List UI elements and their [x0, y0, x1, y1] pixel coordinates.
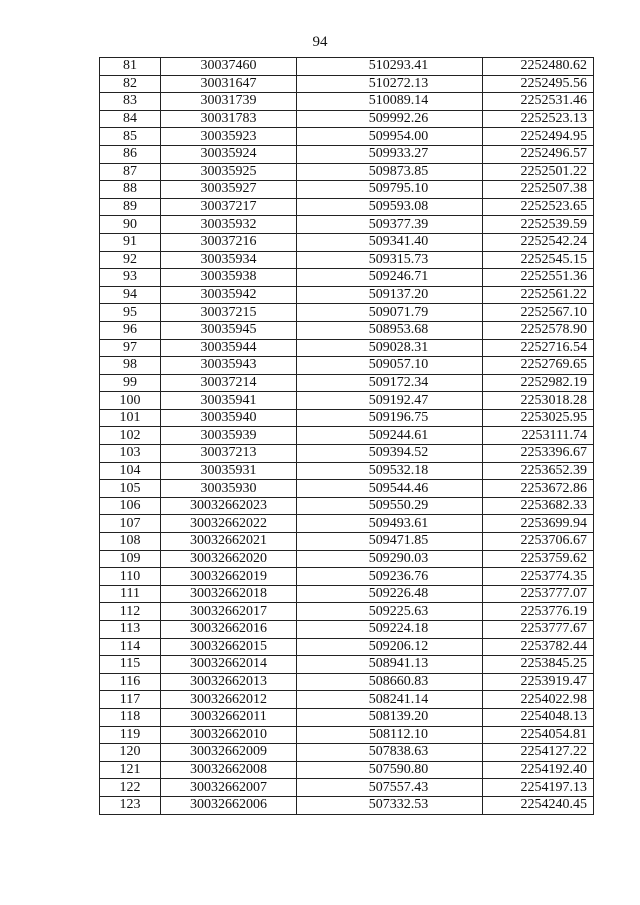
point-number-cell: 82 [100, 75, 161, 93]
point-id-cell: 30032662012 [161, 691, 297, 709]
y-coordinate-cell: 2254240.45 [483, 796, 594, 814]
y-coordinate-cell: 2253682.33 [483, 497, 594, 515]
point-number-cell: 83 [100, 93, 161, 111]
x-coordinate-cell: 509057.10 [297, 357, 483, 375]
table-row [100, 462, 594, 480]
table-row [100, 409, 594, 427]
point-number-cell: 96 [100, 321, 161, 339]
point-number-cell: 120 [100, 744, 161, 762]
x-coordinate-cell: 508112.10 [297, 726, 483, 744]
y-coordinate-cell: 2252545.15 [483, 251, 594, 269]
point-number-cell: 99 [100, 374, 161, 392]
x-coordinate-cell: 509224.18 [297, 621, 483, 639]
point-id-cell: 30032662006 [161, 796, 297, 814]
point-id-cell: 30031647 [161, 75, 297, 93]
table-row [100, 427, 594, 445]
point-id-cell: 30035940 [161, 409, 297, 427]
point-id-cell: 30032662019 [161, 568, 297, 586]
x-coordinate-cell: 509246.71 [297, 269, 483, 287]
y-coordinate-cell: 2253774.35 [483, 568, 594, 586]
point-number-cell: 94 [100, 286, 161, 304]
table-row [100, 497, 594, 515]
y-coordinate-cell: 2252578.90 [483, 321, 594, 339]
point-number-cell: 119 [100, 726, 161, 744]
table-row [100, 339, 594, 357]
point-number-cell: 118 [100, 708, 161, 726]
point-id-cell: 30032662018 [161, 585, 297, 603]
y-coordinate-cell: 2252496.57 [483, 145, 594, 163]
table-row [100, 708, 594, 726]
point-id-cell: 30032662016 [161, 621, 297, 639]
x-coordinate-cell: 509244.61 [297, 427, 483, 445]
point-number-cell: 81 [100, 58, 161, 76]
point-id-cell: 30032662011 [161, 708, 297, 726]
table-row [100, 761, 594, 779]
y-coordinate-cell: 2252501.22 [483, 163, 594, 181]
x-coordinate-cell: 509137.20 [297, 286, 483, 304]
x-coordinate-cell: 508660.83 [297, 673, 483, 691]
y-coordinate-cell: 2252480.62 [483, 58, 594, 76]
x-coordinate-cell: 507557.43 [297, 779, 483, 797]
point-id-cell: 30035932 [161, 216, 297, 234]
table-row [100, 621, 594, 639]
point-id-cell: 30035938 [161, 269, 297, 287]
y-coordinate-cell: 2254127.22 [483, 744, 594, 762]
point-id-cell: 30032662023 [161, 497, 297, 515]
y-coordinate-cell: 2252523.13 [483, 110, 594, 128]
y-coordinate-cell: 2252531.46 [483, 93, 594, 111]
table-row [100, 691, 594, 709]
x-coordinate-cell: 510272.13 [297, 75, 483, 93]
x-coordinate-cell: 507590.80 [297, 761, 483, 779]
x-coordinate-cell: 509532.18 [297, 462, 483, 480]
point-number-cell: 123 [100, 796, 161, 814]
x-coordinate-cell: 509226.48 [297, 585, 483, 603]
point-id-cell: 30035943 [161, 357, 297, 375]
x-coordinate-cell: 509196.75 [297, 409, 483, 427]
y-coordinate-cell: 2253706.67 [483, 533, 594, 551]
coordinates-table [99, 57, 594, 815]
point-id-cell: 30035924 [161, 145, 297, 163]
table-row [100, 110, 594, 128]
x-coordinate-cell: 509873.85 [297, 163, 483, 181]
x-coordinate-cell: 509992.26 [297, 110, 483, 128]
y-coordinate-cell: 2253777.07 [483, 585, 594, 603]
x-coordinate-cell: 509593.08 [297, 198, 483, 216]
y-coordinate-cell: 2254054.81 [483, 726, 594, 744]
point-id-cell: 30035925 [161, 163, 297, 181]
table-row [100, 480, 594, 498]
point-number-cell: 113 [100, 621, 161, 639]
table-row [100, 533, 594, 551]
point-id-cell: 30035939 [161, 427, 297, 445]
y-coordinate-cell: 2253759.62 [483, 550, 594, 568]
point-id-cell: 30032662021 [161, 533, 297, 551]
y-coordinate-cell: 2252494.95 [483, 128, 594, 146]
table-row [100, 374, 594, 392]
table-row [100, 163, 594, 181]
table-row [100, 515, 594, 533]
x-coordinate-cell: 509206.12 [297, 638, 483, 656]
table-row [100, 304, 594, 322]
point-id-cell: 30035923 [161, 128, 297, 146]
table-row [100, 726, 594, 744]
point-id-cell: 30037216 [161, 233, 297, 251]
point-number-cell: 116 [100, 673, 161, 691]
point-id-cell: 30032662013 [161, 673, 297, 691]
point-number-cell: 112 [100, 603, 161, 621]
table-row [100, 638, 594, 656]
x-coordinate-cell: 508941.13 [297, 656, 483, 674]
point-id-cell: 30035927 [161, 181, 297, 199]
point-id-cell: 30032662022 [161, 515, 297, 533]
y-coordinate-cell: 2252982.19 [483, 374, 594, 392]
y-coordinate-cell: 2254192.40 [483, 761, 594, 779]
point-id-cell: 30037217 [161, 198, 297, 216]
point-number-cell: 90 [100, 216, 161, 234]
point-number-cell: 91 [100, 233, 161, 251]
point-number-cell: 117 [100, 691, 161, 709]
point-number-cell: 101 [100, 409, 161, 427]
table-row [100, 550, 594, 568]
point-id-cell: 30032662015 [161, 638, 297, 656]
point-number-cell: 107 [100, 515, 161, 533]
point-number-cell: 87 [100, 163, 161, 181]
x-coordinate-cell: 509315.73 [297, 251, 483, 269]
x-coordinate-cell: 509377.39 [297, 216, 483, 234]
point-id-cell: 30032662008 [161, 761, 297, 779]
y-coordinate-cell: 2252769.65 [483, 357, 594, 375]
y-coordinate-cell: 2252567.10 [483, 304, 594, 322]
point-id-cell: 30032662014 [161, 656, 297, 674]
x-coordinate-cell: 509544.46 [297, 480, 483, 498]
y-coordinate-cell: 2253018.28 [483, 392, 594, 410]
table-row [100, 744, 594, 762]
point-id-cell: 30037213 [161, 445, 297, 463]
point-number-cell: 110 [100, 568, 161, 586]
table-row [100, 198, 594, 216]
point-number-cell: 88 [100, 181, 161, 199]
y-coordinate-cell: 2253396.67 [483, 445, 594, 463]
y-coordinate-cell: 2253672.86 [483, 480, 594, 498]
x-coordinate-cell: 507332.53 [297, 796, 483, 814]
coordinates-table-body [100, 58, 594, 815]
x-coordinate-cell: 508241.14 [297, 691, 483, 709]
point-number-cell: 108 [100, 533, 161, 551]
table-row [100, 286, 594, 304]
table-row [100, 251, 594, 269]
table-row [100, 445, 594, 463]
y-coordinate-cell: 2253111.74 [483, 427, 594, 445]
table-row [100, 321, 594, 339]
point-id-cell: 30031739 [161, 93, 297, 111]
x-coordinate-cell: 508139.20 [297, 708, 483, 726]
point-id-cell: 30032662017 [161, 603, 297, 621]
x-coordinate-cell: 508953.68 [297, 321, 483, 339]
x-coordinate-cell: 509493.61 [297, 515, 483, 533]
point-id-cell: 30035930 [161, 480, 297, 498]
y-coordinate-cell: 2253845.25 [483, 656, 594, 674]
table-row [100, 145, 594, 163]
point-number-cell: 114 [100, 638, 161, 656]
x-coordinate-cell: 507838.63 [297, 744, 483, 762]
point-number-cell: 89 [100, 198, 161, 216]
table-row [100, 128, 594, 146]
point-number-cell: 100 [100, 392, 161, 410]
table-row [100, 603, 594, 621]
point-number-cell: 97 [100, 339, 161, 357]
point-id-cell: 30035934 [161, 251, 297, 269]
x-coordinate-cell: 510293.41 [297, 58, 483, 76]
y-coordinate-cell: 2254022.98 [483, 691, 594, 709]
point-number-cell: 92 [100, 251, 161, 269]
y-coordinate-cell: 2252716.54 [483, 339, 594, 357]
y-coordinate-cell: 2252542.24 [483, 233, 594, 251]
point-id-cell: 30037460 [161, 58, 297, 76]
y-coordinate-cell: 2253025.95 [483, 409, 594, 427]
table-row [100, 216, 594, 234]
x-coordinate-cell: 509795.10 [297, 181, 483, 199]
point-number-cell: 102 [100, 427, 161, 445]
point-id-cell: 30035941 [161, 392, 297, 410]
point-id-cell: 30032662010 [161, 726, 297, 744]
table-row [100, 181, 594, 199]
table-row [100, 392, 594, 410]
point-number-cell: 84 [100, 110, 161, 128]
x-coordinate-cell: 509225.63 [297, 603, 483, 621]
point-id-cell: 30037215 [161, 304, 297, 322]
y-coordinate-cell: 2252495.56 [483, 75, 594, 93]
table-row [100, 779, 594, 797]
point-id-cell: 30032662020 [161, 550, 297, 568]
y-coordinate-cell: 2254048.13 [483, 708, 594, 726]
table-row [100, 673, 594, 691]
y-coordinate-cell: 2252561.22 [483, 286, 594, 304]
point-id-cell: 30031783 [161, 110, 297, 128]
y-coordinate-cell: 2253776.19 [483, 603, 594, 621]
point-number-cell: 85 [100, 128, 161, 146]
x-coordinate-cell: 510089.14 [297, 93, 483, 111]
y-coordinate-cell: 2253919.47 [483, 673, 594, 691]
point-id-cell: 30035945 [161, 321, 297, 339]
table-row [100, 93, 594, 111]
point-number-cell: 105 [100, 480, 161, 498]
point-number-cell: 106 [100, 497, 161, 515]
x-coordinate-cell: 509341.40 [297, 233, 483, 251]
x-coordinate-cell: 509290.03 [297, 550, 483, 568]
y-coordinate-cell: 2252523.65 [483, 198, 594, 216]
table-row [100, 357, 594, 375]
point-number-cell: 111 [100, 585, 161, 603]
point-id-cell: 30032662007 [161, 779, 297, 797]
x-coordinate-cell: 509471.85 [297, 533, 483, 551]
point-number-cell: 104 [100, 462, 161, 480]
point-number-cell: 122 [100, 779, 161, 797]
point-id-cell: 30035944 [161, 339, 297, 357]
x-coordinate-cell: 509236.76 [297, 568, 483, 586]
y-coordinate-cell: 2252539.59 [483, 216, 594, 234]
y-coordinate-cell: 2253777.67 [483, 621, 594, 639]
y-coordinate-cell: 2253699.94 [483, 515, 594, 533]
y-coordinate-cell: 2253652.39 [483, 462, 594, 480]
point-id-cell: 30035942 [161, 286, 297, 304]
point-number-cell: 93 [100, 269, 161, 287]
point-number-cell: 109 [100, 550, 161, 568]
x-coordinate-cell: 509394.52 [297, 445, 483, 463]
point-number-cell: 98 [100, 357, 161, 375]
point-id-cell: 30035931 [161, 462, 297, 480]
x-coordinate-cell: 509192.47 [297, 392, 483, 410]
point-id-cell: 30037214 [161, 374, 297, 392]
table-row [100, 233, 594, 251]
table-row [100, 585, 594, 603]
y-coordinate-cell: 2254197.13 [483, 779, 594, 797]
table-row [100, 269, 594, 287]
x-coordinate-cell: 509028.31 [297, 339, 483, 357]
point-number-cell: 95 [100, 304, 161, 322]
y-coordinate-cell: 2252507.38 [483, 181, 594, 199]
table-row [100, 568, 594, 586]
x-coordinate-cell: 509933.27 [297, 145, 483, 163]
page-number: 94 [312, 34, 328, 50]
point-number-cell: 86 [100, 145, 161, 163]
x-coordinate-cell: 509172.34 [297, 374, 483, 392]
x-coordinate-cell: 509071.79 [297, 304, 483, 322]
table-row [100, 796, 594, 814]
point-number-cell: 103 [100, 445, 161, 463]
x-coordinate-cell: 509550.29 [297, 497, 483, 515]
x-coordinate-cell: 509954.00 [297, 128, 483, 146]
table-row [100, 656, 594, 674]
y-coordinate-cell: 2253782.44 [483, 638, 594, 656]
y-coordinate-cell: 2252551.36 [483, 269, 594, 287]
table-row [100, 75, 594, 93]
point-number-cell: 121 [100, 761, 161, 779]
point-number-cell: 115 [100, 656, 161, 674]
table-row [100, 58, 594, 76]
point-id-cell: 30032662009 [161, 744, 297, 762]
